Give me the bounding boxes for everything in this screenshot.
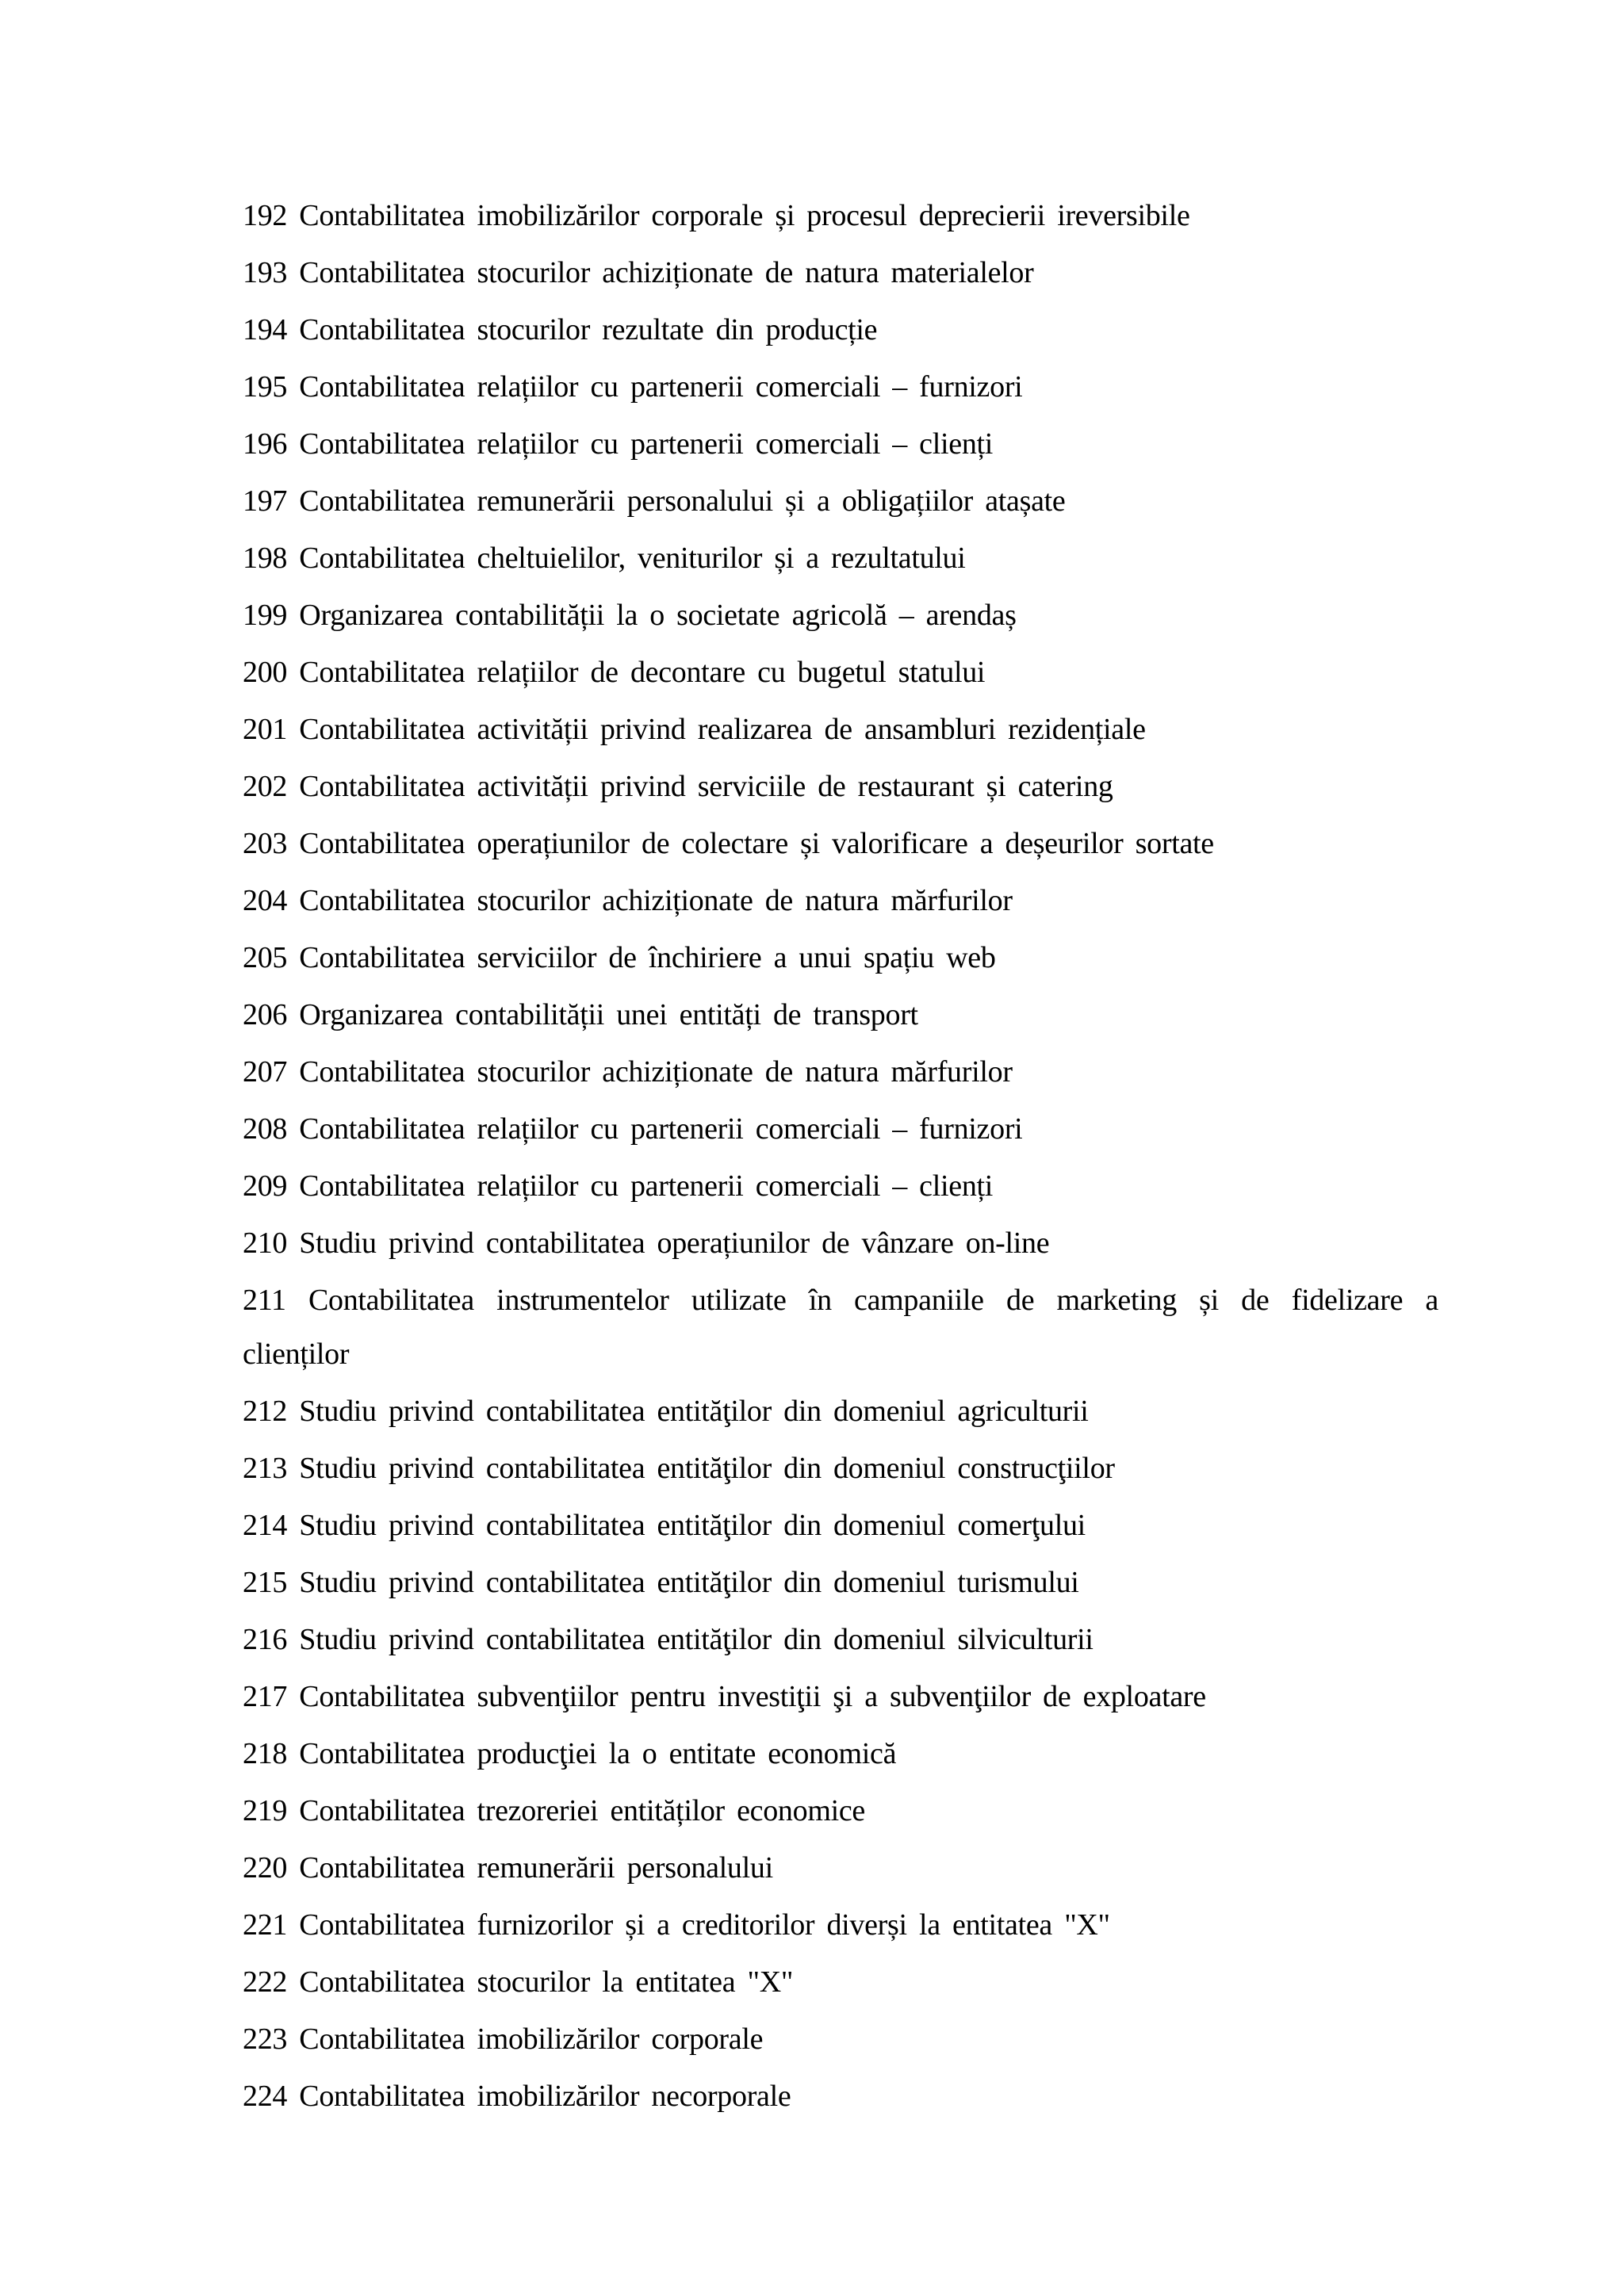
topic-item: 210 Studiu privind contabilitatea operațiunilor de vânzare on-line <box>243 1226 1050 1260</box>
topic-item: 217 Contabilitatea subvenţiilor pentru investiţii şi a subvenţiilor de exploatare <box>243 1680 1206 1713</box>
topic-item: 219 Contabilitatea trezoreriei entităților economice <box>243 1794 865 1827</box>
topic-item: 208 Contabilitatea relațiilor cu partenerii comerciali – furnizori <box>243 1112 1023 1146</box>
topic-item: 195 Contabilitatea relațiilor cu partenerii comerciali – furnizori <box>243 370 1023 404</box>
topic-item: 214 Studiu privind contabilitatea entităţilor din domeniul comerţului <box>243 1509 1086 1542</box>
topic-item: 211 Contabilitatea instrumentelor utilizate în campaniile de marketing și de fidelizare a clienților <box>243 1284 1438 1371</box>
topic-item: 192 Contabilitatea imobilizărilor corporale și procesul deprecierii ireversibile <box>243 199 1190 232</box>
topic-item: 216 Studiu privind contabilitatea entităţilor din domeniul silviculturii <box>243 1623 1094 1656</box>
topic-item: 223 Contabilitatea imobilizărilor corporale <box>243 2022 764 2056</box>
topic-item: 212 Studiu privind contabilitatea entităţilor din domeniul agriculturii <box>243 1395 1089 1428</box>
topic-item: 221 Contabilitatea furnizorilor și a creditorilor diverși la entitatea "X" <box>243 1908 1110 1942</box>
topic-item: 224 Contabilitatea imobilizărilor necorporale <box>243 2080 791 2113</box>
topic-item: 194 Contabilitatea stocurilor rezultate din producție <box>243 313 878 346</box>
topic-item: 197 Contabilitatea remunerării personalului și a obligațiilor atașate <box>243 484 1066 518</box>
topic-item: 196 Contabilitatea relațiilor cu partenerii comerciali – clienți <box>243 427 994 461</box>
topic-item: 215 Studiu privind contabilitatea entităţilor din domeniul turismului <box>243 1566 1079 1599</box>
topic-item: 200 Contabilitatea relațiilor de decontare cu bugetul statului <box>243 656 986 689</box>
topic-item: 193 Contabilitatea stocurilor achiziționate de natura materialelor <box>243 256 1034 289</box>
topic-item: 198 Contabilitatea cheltuielilor, veniturilor și a rezultatului <box>243 541 966 575</box>
topic-item: 218 Contabilitatea producţiei la o entitate economică <box>243 1737 897 1770</box>
topic-item: 199 Organizarea contabilității la o societate agricolă – arendaș <box>243 599 1017 632</box>
topic-item: 204 Contabilitatea stocurilor achiziționate de natura mărfurilor <box>243 884 1013 917</box>
topic-item: 207 Contabilitatea stocurilor achiziționate de natura mărfurilor <box>243 1055 1013 1089</box>
topic-item: 220 Contabilitatea remunerării personalului <box>243 1851 773 1885</box>
topic-item: 205 Contabilitatea serviciilor de închiriere a unui spațiu web <box>243 941 996 974</box>
topic-item: 206 Organizarea contabilității unei entități de transport <box>243 998 918 1031</box>
topic-item: 222 Contabilitatea stocurilor la entitatea "X" <box>243 1965 794 1999</box>
topic-item: 203 Contabilitatea operațiunilor de colectare și valorificare a deșeurilor sortate <box>243 827 1214 860</box>
topic-list <box>243 187 1438 2125</box>
topic-item: 202 Contabilitatea activității privind serviciile de restaurant și catering <box>243 770 1113 803</box>
topic-item: 209 Contabilitatea relațiilor cu partenerii comerciali – clienți <box>243 1169 994 1203</box>
topic-item: 213 Studiu privind contabilitatea entităţilor din domeniul construcţiilor <box>243 1452 1115 1485</box>
topic-item: 201 Contabilitatea activității privind realizarea de ansambluri rezidențiale <box>243 713 1146 746</box>
